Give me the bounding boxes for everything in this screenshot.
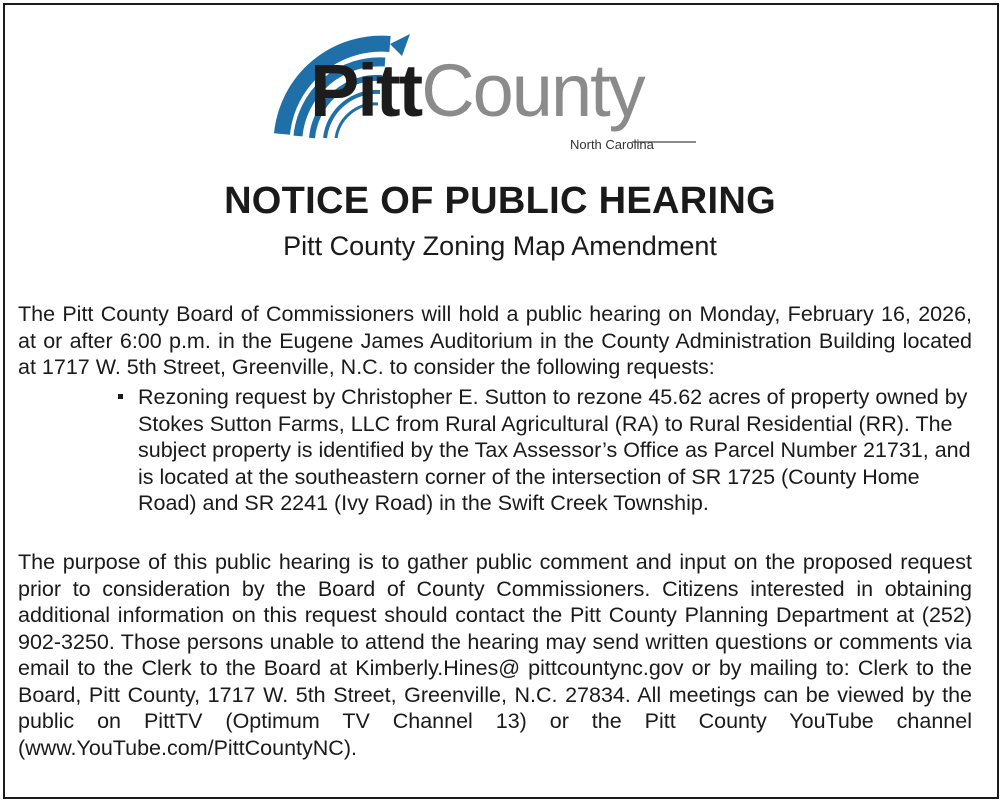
logo-wordmark xyxy=(310,49,644,132)
bullet-square-icon xyxy=(118,394,123,399)
logo-pitt-text: Pitt xyxy=(310,49,422,132)
intro-paragraph: The Pitt County Board of Commissioners will hold a public hearing on Monday, February 16, 2026, at or after 6:00 p.m. in the Eugene James Auditorium in the County Administration Building located at 1717 W. 5th Street, Greenville, N.C. to consider the following requests: xyxy=(18,302,972,379)
logo-county-text: County xyxy=(421,49,644,132)
notice-title: NOTICE OF PUBLIC HEARING xyxy=(224,180,776,222)
logo-subtitle: North Carolina xyxy=(570,137,654,152)
notice-subtitle: Pitt County Zoning Map Amendment xyxy=(283,231,717,261)
pitt-county-logo xyxy=(240,24,740,164)
list-item: Rezoning request by Christopher E. Sutton to rezone 45.62 acres of property owned by Stokes Sutton Farms, LLC from Rural Agricultural (RA) to Rural Residential (RR). The subject property is identified by the Tax Assessor’s Office as Parcel Number 21731, and is located at the southeastern corner of the intersection of SR 1725 (County Home Road) and SR 2241 (Ivy Road) in the Swift Creek Township. xyxy=(138,385,971,515)
closing-paragraph: The purpose of this public hearing is to gather public comment and input on the proposed request prior to consideration by the Board of County Commissioners. Citizens interested in obtaining additional information on this request should contact the Pitt County Planning Department at (252) 902-3250. Those persons unable to attend the hearing may send written questions or comments via email to the Clerk to the Board at Kimberly.Hines@ pittcountync.gov or by mailing to: Clerk to the Board, Pitt County, 1717 W. 5th Street, Greenville, N.C. 27834. All meetings can be viewed by the public on PittTV (Optimum TV Channel 13) or the Pitt County YouTube channel (www.YouTube.com/PittCountyNC). xyxy=(18,550,972,760)
